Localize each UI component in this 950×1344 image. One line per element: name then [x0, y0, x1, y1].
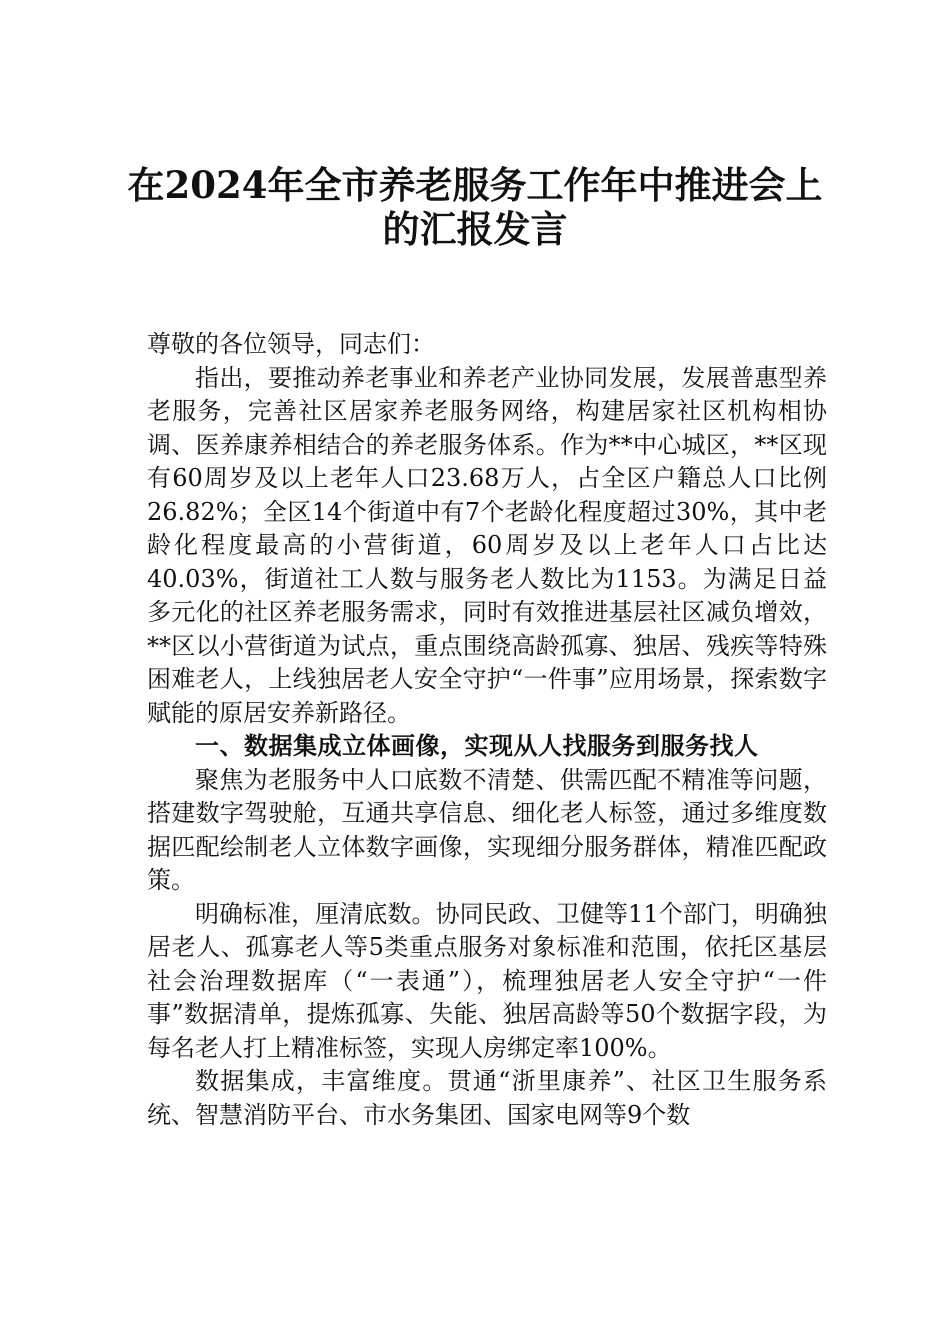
salutation: 尊敬的各位领导，同志们： [147, 330, 435, 358]
paragraph-section-1: 聚焦为老服务中人口底数不清楚、供需匹配不精准等问题，搭建数字驾驶舱，互通共享信息、细化老人标签，通过多维度数据匹配绘制老人立体数字画像，实现细分服务群体，精准匹配政策。 [147, 765, 827, 894]
section-heading-1: 一、数据集成立体画像，实现从人找服务到服务找人 [195, 732, 759, 760]
document-title-line-2: 的汇报发言 [382, 207, 568, 251]
paragraph-data-integration: 数据集成，丰富维度。贯通“浙里康养”、社区卫生服务系统、智慧消防平台、市水务集团、国家电网等9个数 [147, 1067, 827, 1129]
paragraph-intro: 指出，要推动养老事业和养老产业协同发展，发展普惠型养老服务，完善社区居家养老服务网络，构建居家社区机构相协调、医养康养相结合的养老服务体系。作为**中心城区，**区现有60周岁及以上老年人口23.68万人，占全区户籍总人口比例26.82%；全区14个街道中有7个老龄化程度超过30%，其中老龄化程度最高的小营街道，60周岁及以上老年人口占比达40.03%，街道社工人数与服务老人数比为1153。为满足日益多元化的社区养老服务需求，同时有效推进基层社区减负增效，**区以小营街道为试点，重点围绕高龄孤寡、独居、残疾等特殊困难老人，上线独居老人安全守护“一件事”应用场景，探索数字赋能的原居安养新路径。 [147, 363, 827, 727]
document-title-line-1: 在2024年全市养老服务工作年中推进会上 [127, 163, 823, 207]
document-body [147, 328, 827, 1132]
paragraph-standards: 明确标准，厘清底数。协同民政、卫健等11个部门，明确独居老人、孤寡老人等5类重点服务对象标准和范围，依托区基层社会治理数据库（“一表通”），梳理独居老人安全守护“一件事”数据清单，提炼孤寡、失能、独居高龄等50个数据字段，为每名老人打上精准标签，实现人房绑定率100%。 [147, 899, 827, 1062]
